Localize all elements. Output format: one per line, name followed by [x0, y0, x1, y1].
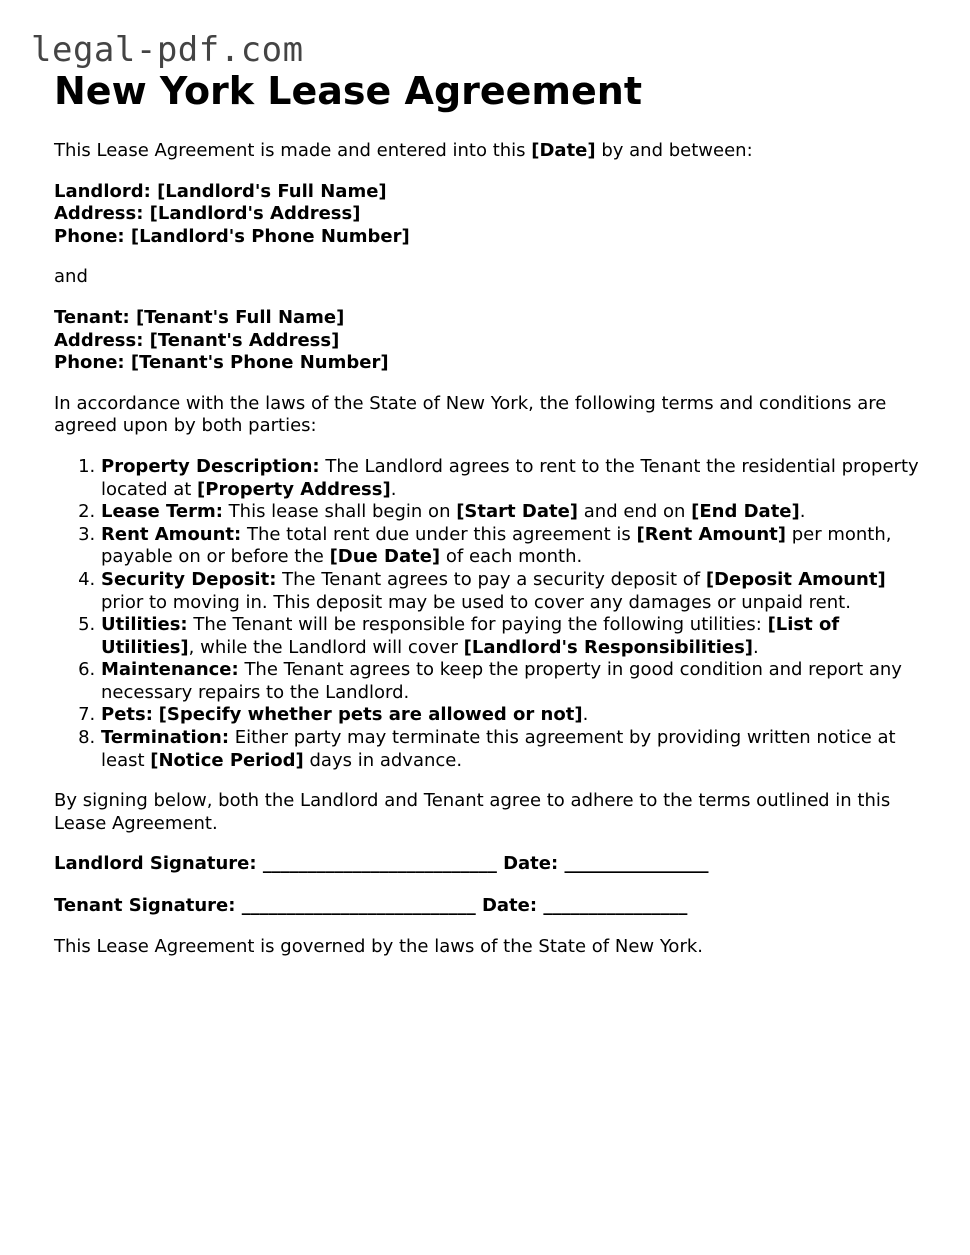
term-placeholder: [Landlord's Responsibilities] — [463, 636, 754, 658]
landlord-info — [54, 181, 924, 249]
tenant-phone-line: Phone: [Tenant's Phone Number] — [54, 352, 389, 374]
term-text: . — [753, 636, 759, 658]
and-connector: and — [54, 266, 88, 288]
term-placeholder: [Notice Period] — [150, 749, 304, 771]
term-placeholder: [Due Date] — [329, 546, 441, 568]
term-item-lease-term — [101, 501, 924, 524]
term-placeholder: [List of Utilities] — [101, 614, 840, 658]
term-placeholder: [Deposit Amount] — [705, 568, 886, 590]
term-item-pets — [101, 704, 924, 727]
term-placeholder: [Property Address] — [197, 478, 391, 500]
term-text: . — [799, 501, 806, 523]
term-placeholder: [Specify whether pets are allowed or not] — [158, 704, 583, 726]
term-text: . — [582, 704, 589, 726]
term-item-security-deposit — [101, 569, 924, 614]
term-heading: Lease Term: — [101, 501, 223, 523]
term-heading: Maintenance: — [101, 659, 239, 681]
intro-paragraph — [54, 140, 924, 163]
term-heading: Security Deposit: — [101, 568, 277, 590]
tenant-name-line: Tenant: [Tenant's Full Name] — [54, 306, 345, 328]
term-text: Either party may terminate this agreement by providing written notice at least — [101, 727, 896, 771]
term-text: , while the Landlord will cover — [188, 636, 464, 658]
term-placeholder: [End Date] — [691, 501, 800, 523]
watermark-logo: legal-pdf.com — [31, 30, 304, 70]
term-item-utilities — [101, 614, 924, 659]
term-text: days in advance. — [303, 749, 463, 771]
intro-text-after: by and between: — [595, 140, 753, 161]
document-body — [54, 66, 924, 958]
landlord-phone-line: Phone: [Landlord's Phone Number] — [54, 225, 410, 247]
term-text: The total rent due under this agreement is — [241, 523, 637, 545]
landlord-address-line: Address: [Landlord's Address] — [54, 203, 361, 225]
term-placeholder: [Start Date] — [456, 501, 579, 523]
landlord-name-line: Landlord: [Landlord's Full Name] — [54, 180, 387, 202]
term-item-maintenance — [101, 659, 924, 704]
term-text: This lease shall begin on — [222, 501, 457, 523]
term-text: and end on — [578, 501, 692, 523]
term-heading: Rent Amount: — [101, 523, 242, 545]
landlord-signature-line: Landlord Signature: __________________________ Date: ________________ — [54, 853, 709, 875]
term-heading: Utilities: — [101, 614, 188, 636]
date-placeholder: [Date] — [531, 140, 596, 161]
term-text: per month, payable on or before the — [101, 523, 892, 568]
closing-paragraph: By signing below, both the Landlord and Tenant agree to adhere to the terms outlined in this Lease Agreement. — [54, 790, 891, 834]
tenant-signature-line: Tenant Signature: __________________________ Date: ________________ — [54, 895, 688, 917]
governing-law-statement: This Lease Agreement is governed by the laws of the State of New York. — [54, 935, 703, 957]
term-text: The Tenant agrees to keep the property in good condition and report any necessary repairs to the Landlord. — [101, 659, 902, 703]
term-heading: Termination: — [101, 727, 230, 749]
preamble-paragraph: In accordance with the laws of the State of New York, the following terms and conditions are agreed upon by both parties: — [54, 392, 887, 437]
term-text: The Landlord agrees to rent to the Tenant the residential property located at — [101, 455, 919, 500]
page-title: New York Lease Agreement — [54, 69, 643, 113]
term-placeholder: [Rent Amount] — [636, 523, 786, 545]
term-item-property-description — [101, 456, 924, 501]
term-text: The Tenant will be responsible for paying the following utilities: — [187, 614, 768, 636]
term-heading: Property Description: — [101, 455, 320, 477]
terms-list — [54, 456, 924, 772]
term-text: prior to moving in. This deposit may be used to cover any damages or unpaid rent. — [101, 591, 851, 613]
term-text: The Tenant agrees to pay a security deposit of — [276, 568, 706, 590]
intro-text-before: This Lease Agreement is made and entered into this — [54, 140, 532, 161]
term-item-rent-amount — [101, 524, 924, 569]
term-text: . — [390, 478, 397, 500]
tenant-address-line: Address: [Tenant's Address] — [54, 329, 340, 351]
term-text: of each month. — [440, 546, 583, 568]
term-item-termination — [101, 727, 924, 772]
term-heading: Pets: — [101, 704, 153, 726]
tenant-info — [54, 307, 924, 375]
